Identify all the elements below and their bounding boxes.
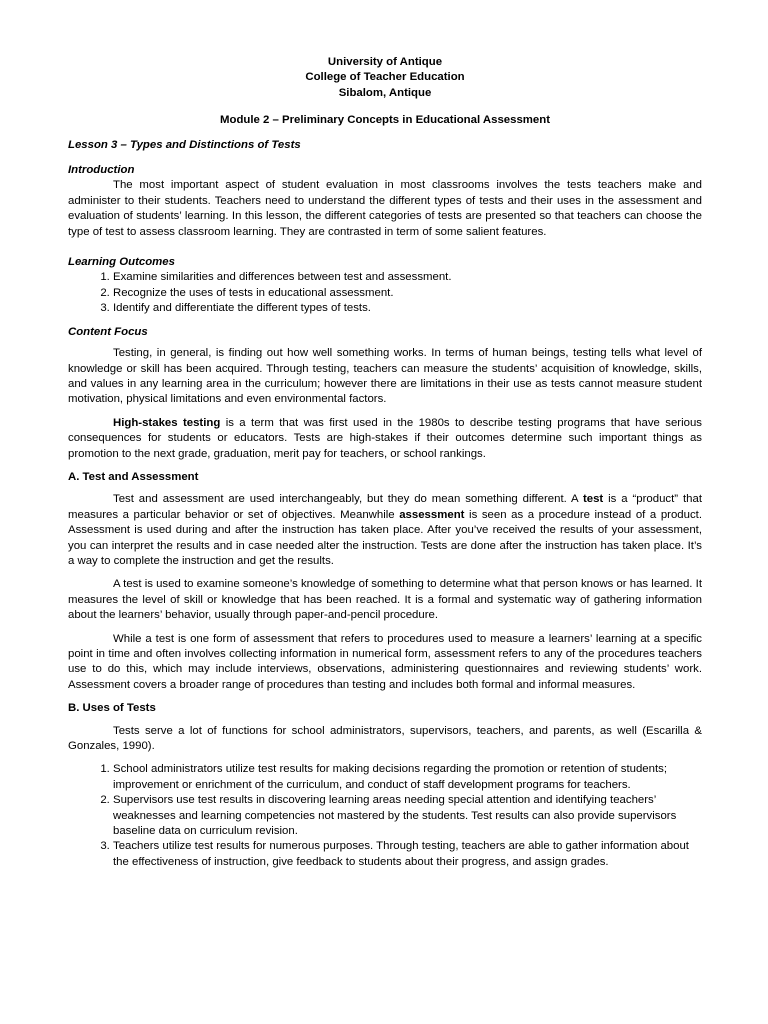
high-stakes-term: High-stakes testing [113,416,221,429]
list-item: 2. Recognize the uses of tests in educational assessment. [113,286,702,301]
content-focus-heading: Content Focus [68,325,148,338]
university-name: University of Antique [327,56,443,68]
section-a-heading: A. Test and Assessment [68,470,199,483]
section-b-heading: B. Uses of Tests [68,702,156,715]
location: Sibalom, Antique [338,86,432,99]
section-a-paragraph-1: Test and assessment are used interchangeably, but they do mean something different. A test is a “product” that measures a particular behavior or set of objectives. Meanwhile assessment is seen as a procedure instead of a product. Assessment is used during and after the instruction has taken place. After you’ve received the results of your assessment, you can interpret the results and in case needed alter the instruction. Tests are done after the instruction has taken place. It’s a way to complete the instruction and get the results. [68,493,702,567]
section-b-paragraph-1: Tests serve a lot of functions for school administrators, supervisors, teachers, and parents, as well (Escarilla & Gonzales, 1990). [68,724,702,753]
document-content [68,55,702,878]
list-item: 3. Teachers utilize test results for numerous purposes. Through testing, teachers are able to gather information about the effectiveness of instruction, give feedback to students about their progress, and assign grades. [113,839,702,870]
section-a-paragraph-2: A test is used to examine someone’s knowledge of something to determine what that person knows or has learned. It measures the level of skill or knowledge that has been reached. It is a formal and systematic way of gathering information about the learners’ behavior, usually through paper-and-pencil procedure. [68,578,702,622]
list-item: 1. Examine similarities and differences between test and assessment. [113,270,702,285]
uses-of-tests-list [68,762,702,870]
lesson-title: Lesson 3 – Types and Distinctions of Tests [68,138,301,151]
term-assessment: assessment [399,508,465,521]
introduction-text: The most important aspect of student evaluation in most classrooms involves the tests teachers make and administer to their students. Teachers need to understand the different types of tests and their uses in the assessment and evaluation of students’ learning. In this lesson, the different categories of tests are presented so that teachers can choose the type of test to assess classroom learning. They are contrasted in term of some salient features. [68,179,702,238]
term-test: test [582,493,604,506]
list-item: 2. Supervisors use test results in discovering learning areas needing special attention and identifying teachers’ weaknesses and learning competencies not mastered by the students. Test results can also provide supervisors baseline data on curriculum revision. [113,793,702,839]
list-item: 1. School administrators utilize test results for making decisions regarding the promotion or retention of students; improvement or enrichment of the curriculum, and conduct of staff development programs for teachers. [113,762,702,793]
content-focus-paragraph-1: Testing, in general, is finding out how well something works. In terms of human beings, testing tells what level of knowledge or skill has been acquired. Through testing, teachers can measure the students’ acquisition of knowledge, skills, and values in any learning area in the curriculum; however there are limitations in their use as tests cannot measure student motivation, physical limitations and even environmental factors. [68,347,702,406]
module-title: Module 2 – Preliminary Concepts in Educational Assessment [220,114,550,127]
introduction-heading: Introduction [68,164,135,177]
learning-outcomes-heading: Learning Outcomes [68,256,175,269]
learning-outcomes-list [68,270,702,316]
college-name: College of Teacher Education [305,71,465,84]
institution-header [68,55,702,101]
list-item: 3. Identify and differentiate the different types of tests. [113,301,702,316]
section-a-paragraph-3: While a test is one form of assessment that refers to procedures used to measure a learners’ learning at a specific point in time and often involves collecting information in numerical form, assessment refers to any of the procedures teachers use to do this, which may include interviews, observations, administering questionnaires and reviewing students’ work. Assessment covers a broader range of procedures than testing and includes both formal and informal measures. [68,632,702,691]
content-focus-paragraph-2: High-stakes testing is a term that was first used in the 1980s to describe testing programs that have serious consequences for students or educators. Tests are high-stakes if their outcomes determine such important things as promotion to the next grade, graduation, merit pay for teachers, or school rankings. [68,416,702,460]
